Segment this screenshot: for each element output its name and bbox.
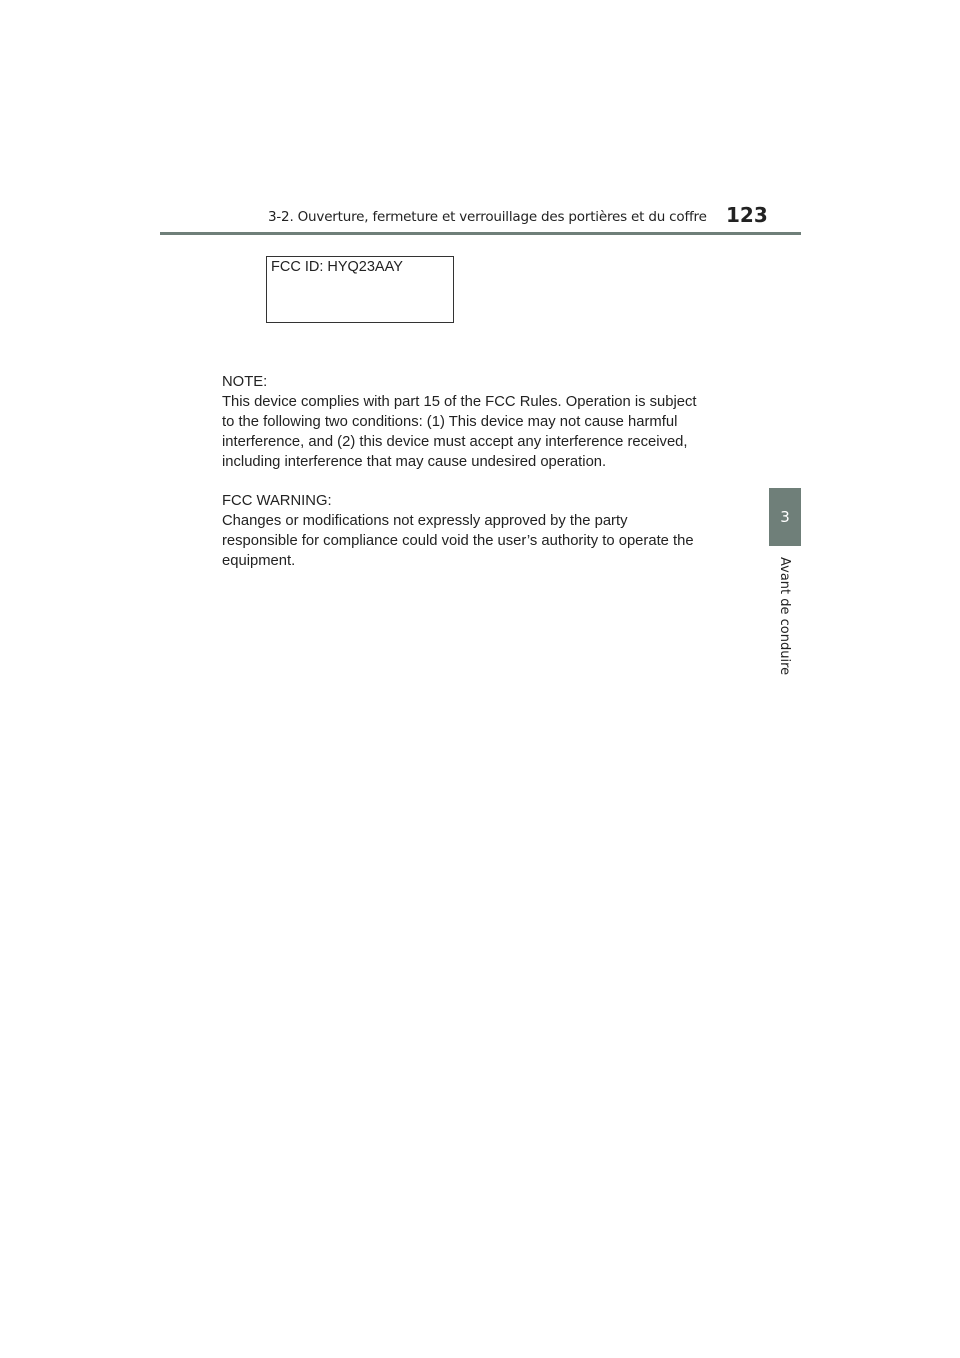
fcc-id-text: FCC ID: HYQ23AAY — [271, 259, 403, 275]
header-divider — [160, 232, 801, 235]
fcc-notice — [222, 372, 752, 571]
note-line: including interference that may cause undesired operation. — [222, 454, 607, 470]
note-line: This device complies with part 15 of the FCC Rules. Operation is subject — [222, 394, 697, 410]
paragraph-spacer — [222, 472, 752, 491]
section-label: Avant de conduire — [777, 557, 792, 676]
warning-heading: FCC WARNING: — [222, 493, 332, 509]
warning-line: Changes or modifications not expressly approved by the party — [222, 513, 628, 529]
note-heading: NOTE: — [222, 374, 268, 390]
fcc-id-label-box — [266, 256, 454, 323]
page-number: 123 — [726, 203, 768, 227]
header-title: 3-2. Ouverture, fermeture et verrouillage des portières et du coffre — [268, 209, 707, 225]
section-tab — [769, 488, 801, 546]
note-line: interference, and (2) this device must accept any interference received, — [222, 434, 688, 450]
warning-line: equipment. — [222, 553, 296, 569]
section-number: 3 — [780, 508, 790, 526]
warning-line: responsible for compliance could void the user’s authority to operate the — [222, 533, 694, 549]
note-line: to the following two conditions: (1) This device may not cause harmful — [222, 414, 678, 430]
